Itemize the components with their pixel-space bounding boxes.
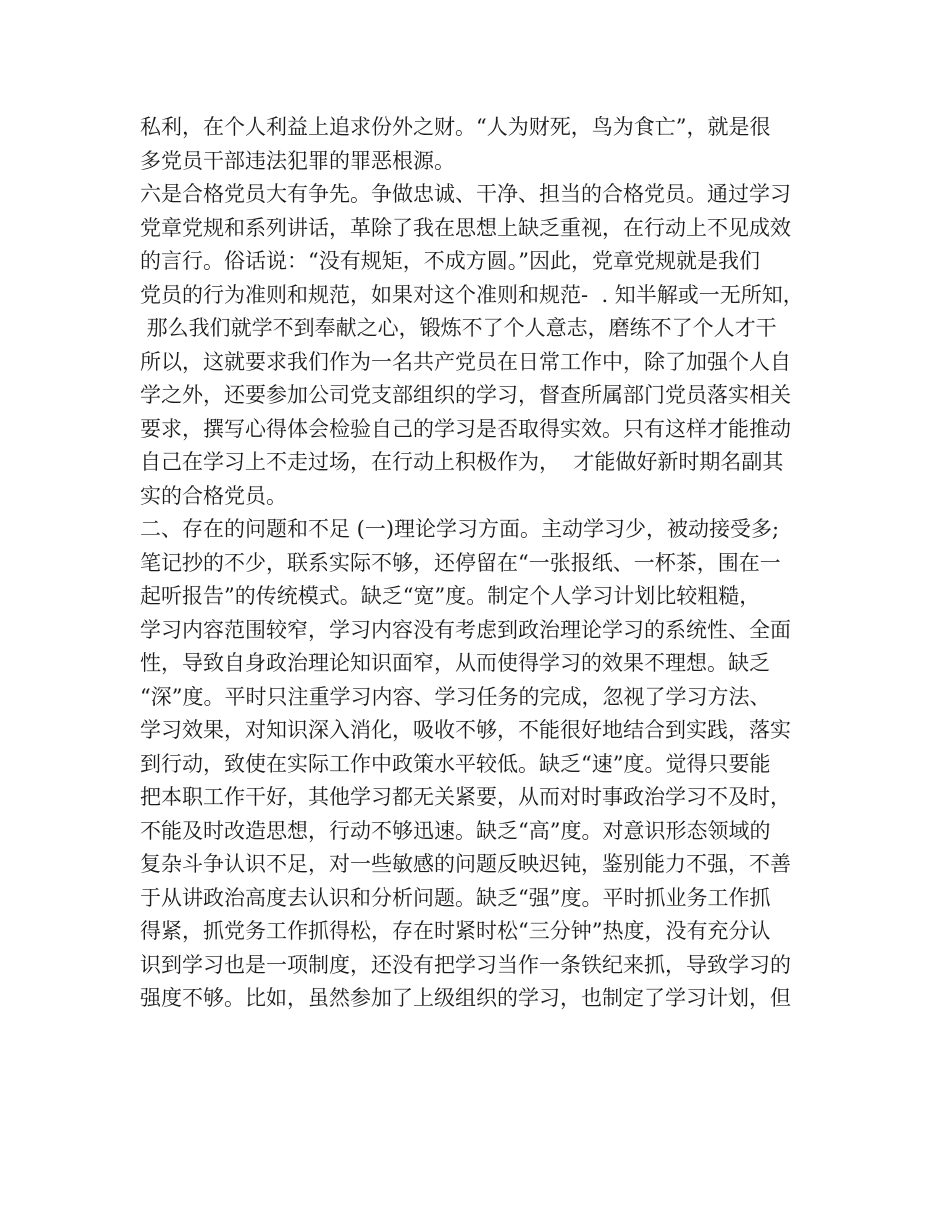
text-line: 强度不够。比如，虽然参加了上级组织的学习，也制定了学习计划，但 [140, 986, 791, 1010]
text-line: 识到学习也是一项制度，还没有把学习当作一条铁纪来抓，导致学习的 [140, 952, 791, 977]
text-line: 实的合格党员。 [140, 483, 287, 508]
text-line: 不能及时改造思想，行动不够迅速。缺乏“高”度。对意识形态领域的 [140, 818, 771, 843]
document-body-text [140, 111, 840, 1016]
text-line: 那么我们就学不到奉献之心，锻炼不了个人意志，磨练不了个人才干 [140, 316, 777, 340]
text-line: 所以，这就要求我们作为一名共产党员在日常工作中，除了加强个人自 [140, 349, 791, 374]
text-line: 笔记抄的不少，联系实际不够，还停留在“一张报纸、一杯茶，围在一 [140, 550, 781, 575]
text-line: 自己在学习上不走过场，在行动上积极作为， 才能做好新时期名副其 [140, 450, 784, 474]
text-line: 要求，撰写心得体会检验自己的学习是否取得实效。只有这样才能推动 [140, 416, 791, 441]
text-line: 性，导致自身政治理论知识面窄，从而使得学习的效果不理想。缺乏 [140, 651, 770, 675]
text-line: 学之外，还要参加公司党支部组织的学习，督查所属部门党员落实相关 [140, 383, 791, 407]
text-line: 党章党规和系列讲话，革除了我在思想上缺乏重视，在行动上不见成效 [140, 215, 791, 240]
text-line: 党员的行为准则和规范，如果对这个准则和规范- . 知半解或一无所知， [140, 282, 804, 307]
text-line: 二、存在的问题和不足 (一)理论学习方面。主动学习少，被动接受多; [140, 517, 780, 541]
text-line: 六是合格党员大有争先。争做忠诚、干净、担当的合格党员。通过学习 [140, 182, 791, 206]
text-line: 私利，在个人利益上追求份外之财。“人为财死，鸟为食亡”，就是很 [140, 115, 771, 139]
text-line: 学习内容范围较窄，学习内容没有考虑到政治理论学习的系统性、全面 [140, 617, 791, 642]
text-line: 复杂斗争认识不足，对一些敏感的问题反映迟钝，鉴别能力不强，不善 [140, 852, 791, 876]
text-line: 到行动，致使在实际工作中政策水平较低。缺乏“速”度。觉得只要能 [140, 751, 771, 776]
text-line: 学习效果，对知识深入消化，吸收不够，不能很好地结合到实践，落实 [140, 718, 791, 742]
text-line: 多党员干部违法犯罪的罪恶根源。 [140, 148, 455, 173]
text-line: 于从讲政治高度去认识和分析问题。缺乏“强”度。平时抓业务工作抓 [140, 885, 771, 910]
text-line: 的言行。俗话说：“没有规矩，不成方圆。”因此，党章党规就是我们 [140, 249, 760, 273]
text-line: 得紧，抓党务工作抓得松，存在时紧时松“三分钟”热度，没有充分认 [140, 919, 771, 943]
text-line: “深”度。平时只注重学习内容、学习任务的完成，忽视了学习方法、 [140, 684, 771, 709]
text-line: 起听报告”的传统模式。缺乏“宽”度。制定个人学习计划比较粗糙， [140, 584, 761, 608]
text-line: 把本职工作干好，其他学习都无关紧要，从而对时事政治学习不及时， [140, 785, 791, 809]
